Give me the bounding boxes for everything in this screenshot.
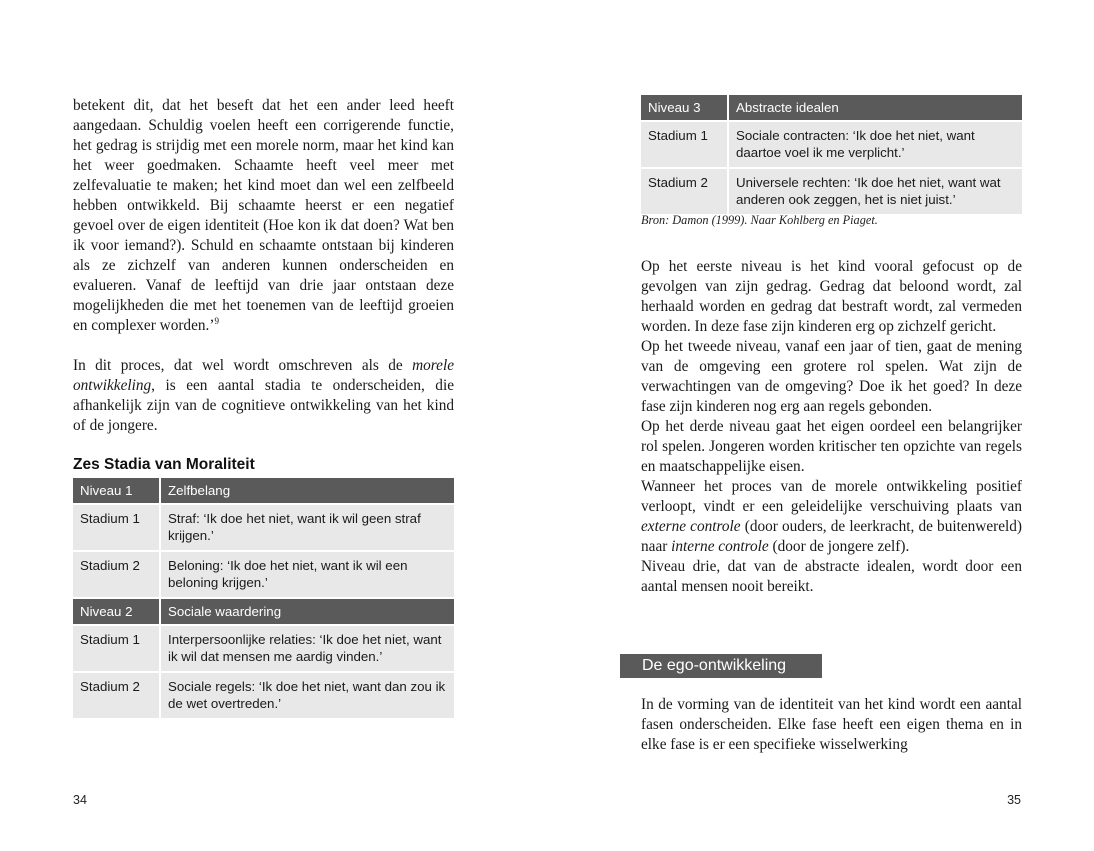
table-cell-description: Sociale regels: ‘Ik doe het niet, want dan zou ik de wet overtreden.’ [160,672,454,719]
table-row [73,551,454,598]
table-row [73,625,454,672]
right-page [547,0,1094,851]
paragraph [73,356,454,436]
paragraph-text: Wanneer het proces van de morele ontwikkeling positief verloopt, vindt er een geleidelijke verschuiving plaats van [641,478,1022,515]
table-cell-description: Sociale waardering [160,598,454,625]
table-cell-label: Stadium 2 [73,551,160,598]
paragraph: Op het derde niveau gaat het eigen oordeel een belangrijker rol spelen. Jongeren worden kritischer ten opzichte van regels en maatschappelijke eisen. [641,418,1022,475]
table-cell-label: Stadium 2 [641,168,728,215]
paragraph: Niveau drie, dat van de abstracte idealen, wordt door een aantal mensen nooit bereikt. [641,558,1022,595]
paragraph-text: In dit proces, dat wel wordt omschreven als de [73,357,413,374]
right-body-text-2 [641,695,1022,755]
table-cell-description: Straf: ‘Ik doe het niet, want ik wil geen straf krijgen.’ [160,504,454,551]
stages-table-left [73,478,454,720]
table-level-header [73,478,454,504]
stages-table-right [641,95,1022,216]
paragraph-text: , is een aantal stadia te onderscheiden, die afhankelijk zijn van de cognitieve ontwikkeling van het kind of de jongere. [73,377,454,434]
footnote-mark: 9 [214,315,219,326]
table-cell-label: Stadium 1 [73,504,160,551]
emphasis-text: morele ontwikkeling [73,357,454,394]
table-level-header [73,598,454,625]
emphasis-text: externe controle [641,518,741,535]
table-cell-description: Universele rechten: ‘Ik doe het niet, want wat anderen ook zeggen, het is niet juist.’ [728,168,1022,215]
left-body-text [73,96,454,436]
emphasis-text: interne controle [671,538,769,555]
table-cell-description: Beloning: ‘Ik doe het niet, want ik wil een beloning krijgen.’ [160,551,454,598]
table-row [641,168,1022,215]
table-cell-description: Interpersoonlijke relaties: ‘Ik doe het niet, want ik wil dat mensen me aardig vinden.’ [160,625,454,672]
paragraph [73,96,454,336]
table-level-header [641,95,1022,121]
table-cell-description: Sociale contracten: ‘Ik doe het niet, want daartoe voel ik me verplicht.’ [728,121,1022,168]
paragraph: In de vorming van de identiteit van het kind wordt een aantal fasen onderscheiden. Elke fase heeft een eigen thema en in elke fase is er een specifieke wisselwerking [641,696,1022,753]
table-cell-label: Niveau 2 [73,598,160,625]
table-cell-label: Niveau 3 [641,95,728,121]
paragraph: Op het tweede niveau, vanaf een jaar of tien, gaat de mening van de omgeving een grotere rol spelen. Wat zijn de verwachtingen van de omgeving? Doe ik het goed? In deze fase zijn kinderen nog erg aan regels gebonden. [641,338,1022,415]
table-row [73,504,454,551]
table-cell-description: Zelfbelang [160,478,454,504]
page-number: 34 [73,793,87,807]
table-cell-description: Abstracte idealen [728,95,1022,121]
paragraph [641,477,1022,557]
page-number: 35 [1007,793,1021,807]
table-title: Zes Stadia van Moraliteit [73,456,255,473]
table-source: Bron: Damon (1999). Naar Kohlberg en Piaget. [641,213,878,227]
table-cell-label: Stadium 1 [641,121,728,168]
paragraph-text: (door ouders, de leerkracht, de buitenwereld) naar [641,518,1022,555]
paragraph-text: (door de jongere zelf). [768,538,910,555]
section-heading: De ego-ontwikkeling [620,654,822,678]
table-cell-label: Stadium 2 [73,672,160,719]
paragraph: Op het eerste niveau is het kind vooral gefocust op de gevolgen van zijn gedrag. Gedrag dat beloond wordt, zal herhaald worden en gedrag dat bestraft wordt, zal vermeden worden. In deze fase zijn kinderen erg op zichzelf gericht. [641,258,1022,335]
paragraph-text: betekent dit, dat het beseft dat het een ander leed heeft aangedaan. Schuldig voelen heeft een corrigerende functie, het gedrag is strijdig met een morele norm, maar het kind kan het weer goedmaken. Schaamte heeft veel meer met zelfevaluatie te maken; het kind moet dan wel een zelfbeeld hebben ontwikkeld. Bij schaamte heerst er een negatief gevoel over de eigen identiteit (Hoe kon ik dat doen? Wat ben ik voor iemand?). Schuld en schaamte ontstaan bij kinderen als ze zichzelf van anderen kunnen onderscheiden en evalueren. Vanaf de leeftijd van drie jaar ontstaan deze mogelijkheden die met het toenemen van de leeftijd groeien en complexer worden.’ [73,97,454,334]
table-cell-label: Stadium 1 [73,625,160,672]
right-body-text [641,257,1022,597]
table-row [73,672,454,719]
table-row [641,121,1022,168]
table-cell-label: Niveau 1 [73,478,160,504]
